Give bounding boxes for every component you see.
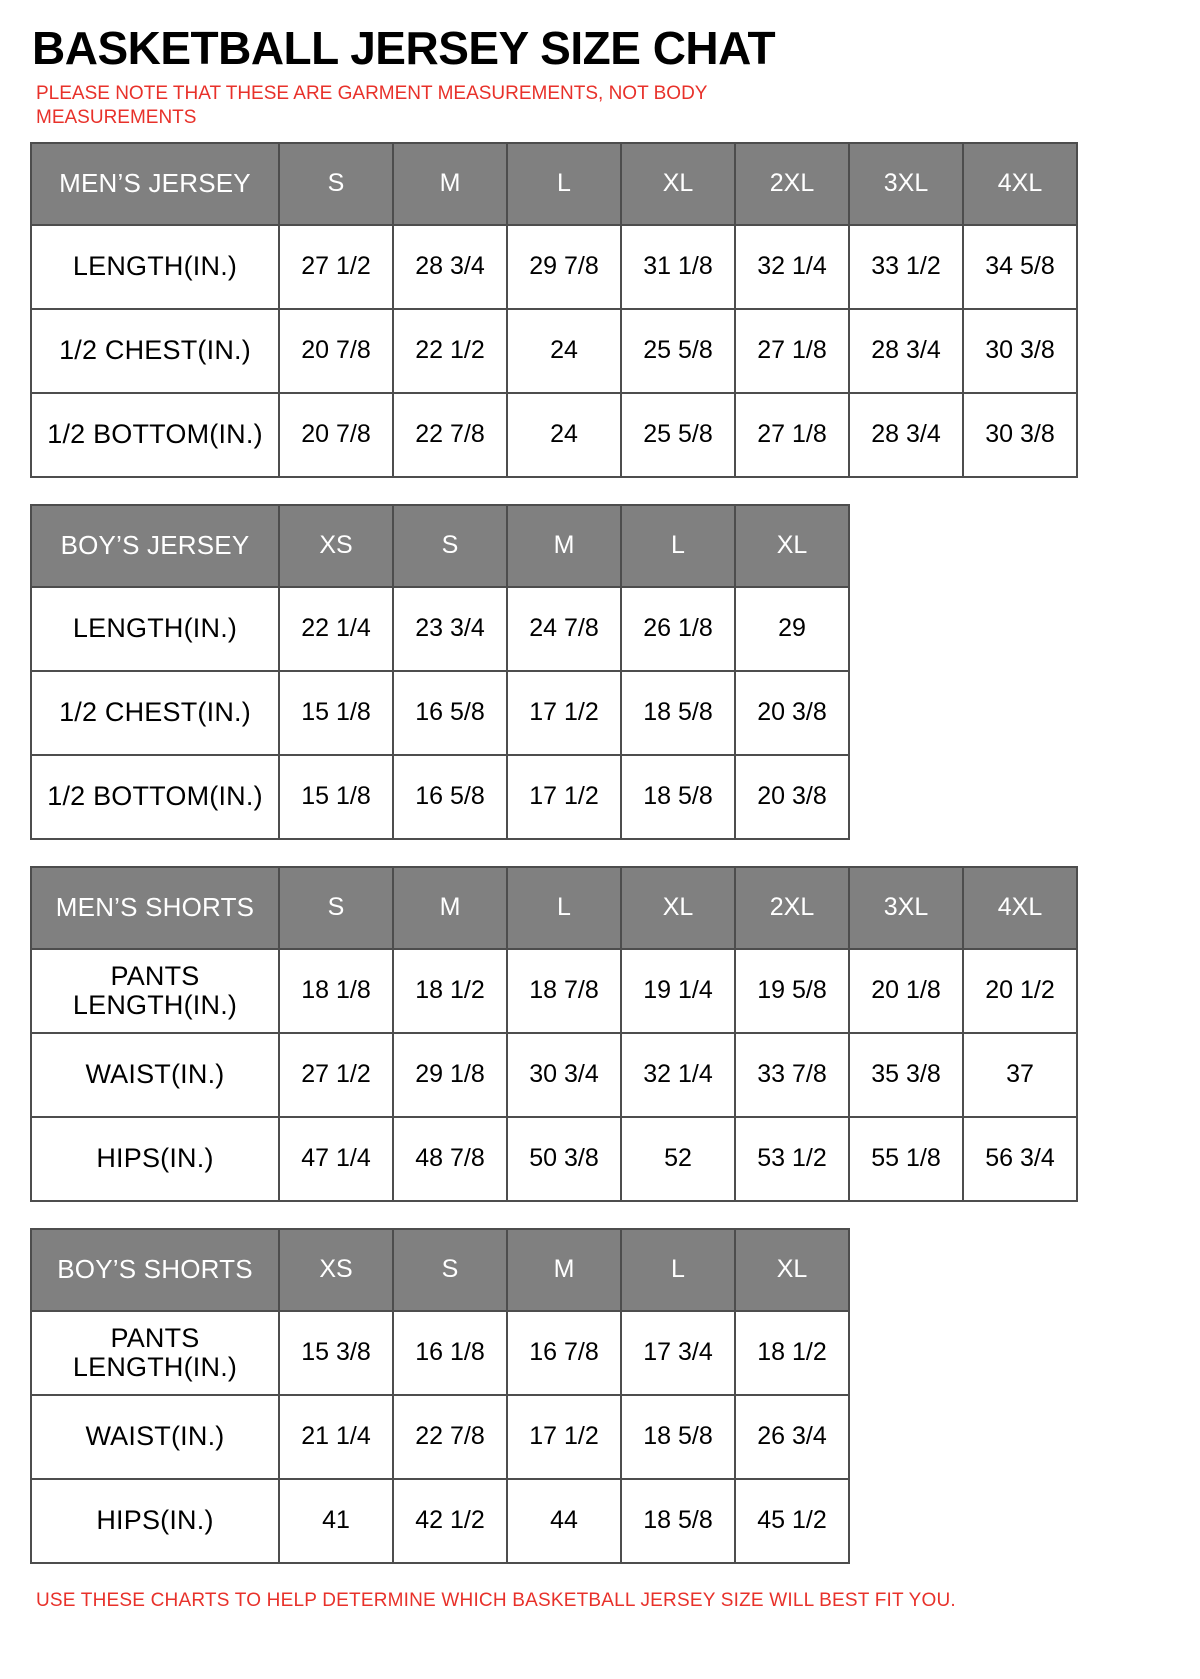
measurement-label-line2: LENGTH(IN.) (72, 989, 238, 1020)
table-row (31, 1395, 849, 1479)
measurement-value: 20 1/8 (849, 949, 963, 1033)
measurement-value: 30 3/8 (963, 309, 1077, 393)
measurement-value: 21 1/4 (279, 1395, 393, 1479)
measurement-value: 52 (621, 1117, 735, 1201)
measurement-value: 56 3/4 (963, 1117, 1077, 1201)
measurement-value: 22 7/8 (393, 393, 507, 477)
size-column-header: 3XL (849, 143, 963, 225)
measurement-label: HIPS(IN.) (31, 1117, 279, 1201)
size-column-header: XL (621, 867, 735, 949)
measurement-value: 16 1/8 (393, 1311, 507, 1395)
measurement-value: 26 3/4 (735, 1395, 849, 1479)
measurement-value: 29 (735, 587, 849, 671)
size-column-header: XL (735, 505, 849, 587)
size-column-header: L (507, 867, 621, 949)
table-title-cell: BOY’S SHORTS (31, 1229, 279, 1311)
size-column-header: 2XL (735, 867, 849, 949)
table-header-row (31, 1229, 849, 1311)
measurement-label (31, 949, 279, 1033)
size-column-header: S (279, 867, 393, 949)
measurement-value: 27 1/2 (279, 1033, 393, 1117)
size-column-header: S (393, 1229, 507, 1311)
measurement-value: 30 3/8 (963, 393, 1077, 477)
measurement-value: 15 1/8 (279, 755, 393, 839)
measurement-value: 28 3/4 (849, 309, 963, 393)
measurement-value: 16 5/8 (393, 671, 507, 755)
measurement-label-line1: PANTS (110, 1322, 200, 1353)
page-title: BASKETBALL JERSEY SIZE CHAT (32, 22, 776, 74)
measurement-value: 25 5/8 (621, 309, 735, 393)
measurement-value: 24 (507, 309, 621, 393)
measurement-value: 18 1/8 (279, 949, 393, 1033)
measurement-label: HIPS(IN.) (31, 1479, 279, 1563)
size-column-header: 2XL (735, 143, 849, 225)
measurement-value: 20 7/8 (279, 393, 393, 477)
measurement-value: 20 7/8 (279, 309, 393, 393)
measurement-value: 35 3/8 (849, 1033, 963, 1117)
size-column-header: 4XL (963, 143, 1077, 225)
measurement-label-line2: LENGTH(IN.) (72, 1351, 238, 1382)
measurement-value: 47 1/4 (279, 1117, 393, 1201)
size-column-header: XL (621, 143, 735, 225)
table-header-row (31, 505, 849, 587)
measurement-value: 27 1/8 (735, 393, 849, 477)
measurement-value: 37 (963, 1033, 1077, 1117)
size-table (30, 504, 850, 840)
measurement-value: 20 3/8 (735, 755, 849, 839)
measurement-value: 22 1/2 (393, 309, 507, 393)
size-column-header: L (621, 1229, 735, 1311)
measurement-value: 33 1/2 (849, 225, 963, 309)
size-column-header: XS (279, 1229, 393, 1311)
table-row (31, 1033, 1077, 1117)
table-row (31, 1117, 1077, 1201)
measurement-label: 1/2 CHEST(IN.) (31, 309, 279, 393)
measurement-value: 32 1/4 (621, 1033, 735, 1117)
measurement-value: 30 3/4 (507, 1033, 621, 1117)
size-tables-container (30, 142, 1170, 1564)
measurement-label: WAIST(IN.) (31, 1033, 279, 1117)
measurement-value: 18 1/2 (393, 949, 507, 1033)
size-column-header: M (507, 1229, 621, 1311)
measurement-value: 18 5/8 (621, 671, 735, 755)
table-title-cell: MEN’S JERSEY (31, 143, 279, 225)
table-row (31, 671, 849, 755)
table-row (31, 755, 849, 839)
table-title-cell: BOY’S JERSEY (31, 505, 279, 587)
measurement-label (31, 1311, 279, 1395)
measurement-value: 18 5/8 (621, 1479, 735, 1563)
measurement-value: 20 3/8 (735, 671, 849, 755)
measurement-value: 24 (507, 393, 621, 477)
measurement-value: 29 1/8 (393, 1033, 507, 1117)
size-table (30, 142, 1078, 478)
measurement-value: 17 3/4 (621, 1311, 735, 1395)
size-column-header: XS (279, 505, 393, 587)
measurement-value: 42 1/2 (393, 1479, 507, 1563)
size-table (30, 866, 1078, 1202)
measurement-label: 1/2 BOTTOM(IN.) (31, 393, 279, 477)
measurement-value: 50 3/8 (507, 1117, 621, 1201)
measurement-value: 34 5/8 (963, 225, 1077, 309)
table-header-row (31, 867, 1077, 949)
measurement-value: 45 1/2 (735, 1479, 849, 1563)
size-column-header: L (621, 505, 735, 587)
measurement-label: 1/2 BOTTOM(IN.) (31, 755, 279, 839)
table-row (31, 587, 849, 671)
measurement-value: 17 1/2 (507, 1395, 621, 1479)
measurement-value: 23 3/4 (393, 587, 507, 671)
measurement-value: 18 1/2 (735, 1311, 849, 1395)
measurement-value: 53 1/2 (735, 1117, 849, 1201)
table-row (31, 949, 1077, 1033)
measurement-label: LENGTH(IN.) (31, 225, 279, 309)
measurement-value: 19 1/4 (621, 949, 735, 1033)
size-column-header: 4XL (963, 867, 1077, 949)
table-row (31, 309, 1077, 393)
measurement-value: 18 5/8 (621, 1395, 735, 1479)
measurement-value: 32 1/4 (735, 225, 849, 309)
measurement-label: 1/2 CHEST(IN.) (31, 671, 279, 755)
measurement-value: 22 1/4 (279, 587, 393, 671)
measurement-value: 17 1/2 (507, 755, 621, 839)
measurement-value: 27 1/2 (279, 225, 393, 309)
size-table (30, 1228, 850, 1564)
size-column-header: S (393, 505, 507, 587)
measurement-value: 44 (507, 1479, 621, 1563)
size-column-header: XL (735, 1229, 849, 1311)
measurement-label: LENGTH(IN.) (31, 587, 279, 671)
size-column-header: M (507, 505, 621, 587)
size-column-header: M (393, 143, 507, 225)
measurement-value: 20 1/2 (963, 949, 1077, 1033)
measurement-value: 55 1/8 (849, 1117, 963, 1201)
measurement-value: 31 1/8 (621, 225, 735, 309)
measurement-value: 28 3/4 (393, 225, 507, 309)
table-header-row (31, 143, 1077, 225)
measurement-value: 48 7/8 (393, 1117, 507, 1201)
measurement-value: 33 7/8 (735, 1033, 849, 1117)
table-row (31, 1479, 849, 1563)
measurement-value: 26 1/8 (621, 587, 735, 671)
footer-note: USE THESE CHARTS TO HELP DETERMINE WHICH BASKETBALL JERSEY SIZE WILL BEST FIT YOU. (36, 1589, 956, 1611)
measurement-note: PLEASE NOTE THAT THESE ARE GARMENT MEASUREMENTS, NOT BODY MEASUREMENTS (36, 83, 708, 129)
measurement-value: 24 7/8 (507, 587, 621, 671)
measurement-value: 18 7/8 (507, 949, 621, 1033)
measurement-value: 15 3/8 (279, 1311, 393, 1395)
size-column-header: 3XL (849, 867, 963, 949)
table-row (31, 225, 1077, 309)
measurement-label: WAIST(IN.) (31, 1395, 279, 1479)
size-column-header: L (507, 143, 621, 225)
measurement-value: 29 7/8 (507, 225, 621, 309)
table-row (31, 1311, 849, 1395)
size-column-header: S (279, 143, 393, 225)
measurement-value: 16 5/8 (393, 755, 507, 839)
measurement-value: 15 1/8 (279, 671, 393, 755)
table-title-cell: MEN’S SHORTS (31, 867, 279, 949)
measurement-value: 18 5/8 (621, 755, 735, 839)
size-column-header: M (393, 867, 507, 949)
measurement-value: 19 5/8 (735, 949, 849, 1033)
measurement-label-line1: PANTS (110, 960, 200, 991)
measurement-value: 17 1/2 (507, 671, 621, 755)
measurement-value: 25 5/8 (621, 393, 735, 477)
measurement-value: 22 7/8 (393, 1395, 507, 1479)
measurement-value: 28 3/4 (849, 393, 963, 477)
measurement-value: 16 7/8 (507, 1311, 621, 1395)
measurement-value: 27 1/8 (735, 309, 849, 393)
measurement-value: 41 (279, 1479, 393, 1563)
table-row (31, 393, 1077, 477)
